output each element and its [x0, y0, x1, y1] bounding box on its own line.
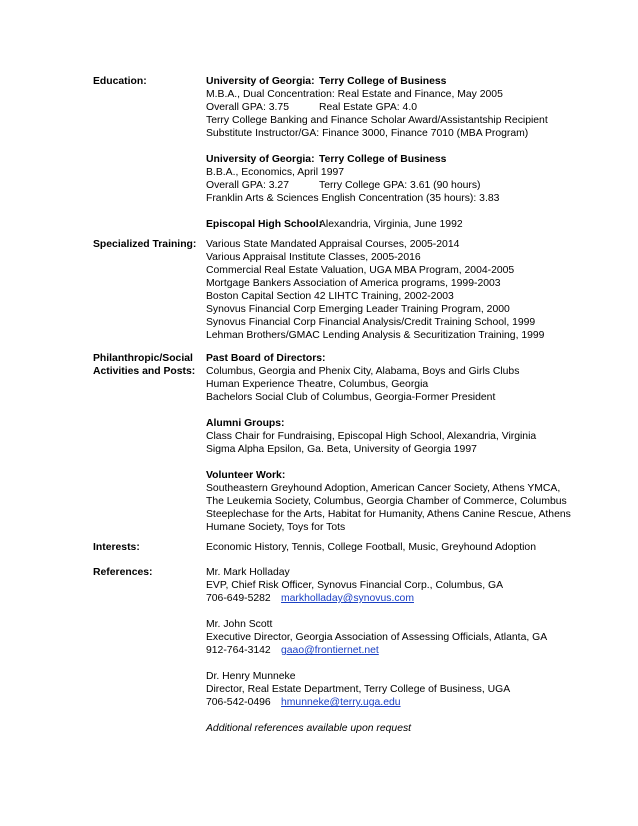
degree-line: B.B.A., Economics, April 1997: [206, 167, 345, 178]
gpa-line: [206, 101, 556, 114]
philanthropic-content: [206, 352, 571, 534]
list-item: Steeplechase for the Arts, Habitat for Humanity, Athens Canine Rescue, Athens: [206, 509, 571, 520]
school-name: University of Georgia:: [206, 76, 315, 87]
list-item: Synovus Financial Corp Emerging Leader Training Program, 2000: [206, 304, 510, 315]
reference-title: EVP, Chief Risk Officer, Synovus Financial Corp., Columbus, GA: [206, 580, 504, 591]
list-item: Humane Society, Toys for Tots: [206, 522, 346, 533]
list-item: Mortgage Bankers Association of America programs, 1999-2003: [206, 278, 501, 289]
label-line: Philanthropic/Social: [93, 353, 193, 364]
list-item: Bachelors Social Club of Columbus, Georgia-Former President: [206, 392, 496, 403]
gpa-line: [206, 179, 556, 192]
philanthropic-label: [93, 352, 205, 378]
concentration-line: Franklin Arts & Sciences English Concentration (35 hours): 3.83: [206, 193, 500, 204]
reference-contact: [206, 644, 556, 657]
interests-content: [206, 541, 556, 554]
list-item: Southeastern Greyhound Adoption, American Cancer Society, Athens YMCA,: [206, 483, 561, 494]
reference-name: Mr. Mark Holladay: [206, 567, 290, 578]
uga-mba-header: [206, 75, 556, 88]
list-item: Human Experience Theatre, Columbus, Georgia: [206, 379, 429, 390]
college-gpa: Terry College GPA: 3.61 (90 hours): [319, 180, 481, 191]
college-name: Terry College of Business: [319, 154, 447, 165]
degree-line: M.B.A., Dual Concentration: Real Estate and Finance, May 2005: [206, 89, 503, 100]
board-heading: Past Board of Directors:: [206, 353, 326, 364]
reference-contact: [206, 696, 556, 709]
list-item: Sigma Alpha Epsilon, Ga. Beta, University of Georgia 1997: [206, 444, 477, 455]
award-line: Terry College Banking and Finance Scholar Award/Assistantship Recipient: [206, 115, 548, 126]
list-item: Various State Mandated Appraisal Courses, 2005-2014: [206, 239, 460, 250]
list-item: Commercial Real Estate Valuation, UGA MBA Program, 2004-2005: [206, 265, 515, 276]
references-label: References:: [93, 567, 153, 578]
volunteer-heading: Volunteer Work:: [206, 470, 286, 481]
reference-contact: [206, 592, 556, 605]
reference-phone: 706-649-5282: [206, 593, 271, 604]
references-content: [206, 566, 556, 735]
training-content: [206, 238, 556, 342]
school-detail: Alexandria, Virginia, June 1992: [319, 219, 463, 230]
overall-gpa: Overall GPA: 3.27: [206, 180, 289, 191]
reference-email-link[interactable]: hmunneke@terry.uga.edu: [281, 697, 401, 708]
list-item: Columbus, Georgia and Phenix City, Alabama, Boys and Girls Clubs: [206, 366, 520, 377]
list-item: The Leukemia Society, Columbus, Georgia Chamber of Commerce, Columbus: [206, 496, 567, 507]
episcopal-line: [206, 218, 556, 231]
school-name: University of Georgia:: [206, 154, 315, 165]
reference-name: Dr. Henry Munneke: [206, 671, 296, 682]
reference-phone: 706-542-0496: [206, 697, 271, 708]
overall-gpa: Overall GPA: 3.75: [206, 102, 289, 113]
references-note: Additional references available upon request: [206, 723, 412, 734]
college-name: Terry College of Business: [319, 76, 447, 87]
list-item: Lehman Brothers/GMAC Lending Analysis & Securitization Training, 1999: [206, 330, 545, 341]
interests-text: Economic History, Tennis, College Football, Music, Greyhound Adoption: [206, 542, 536, 553]
reference-email-link[interactable]: markholladay@synovus.com: [281, 593, 414, 604]
education-content: [206, 75, 556, 231]
training-label: Specialized Training:: [93, 239, 197, 250]
reference-title: Director, Real Estate Department, Terry College of Business, UGA: [206, 684, 511, 695]
label-line: Activities and Posts:: [93, 366, 196, 377]
interests-label: Interests:: [93, 542, 140, 553]
list-item: Synovus Financial Corp Financial Analysis/Credit Training School, 1999: [206, 317, 536, 328]
instructor-line: Substitute Instructor/GA: Finance 3000, Finance 7010 (MBA Program): [206, 128, 529, 139]
list-item: Various Appraisal Institute Classes, 2005-2016: [206, 252, 421, 263]
uga-bba-header: [206, 153, 556, 166]
school-name: Episcopal High School:: [206, 219, 323, 230]
education-label: Education:: [93, 76, 147, 87]
major-gpa: Real Estate GPA: 4.0: [319, 102, 417, 113]
reference-email-link[interactable]: gaao@frontiernet.net: [281, 645, 379, 656]
list-item: Class Chair for Fundraising, Episcopal High School, Alexandria, Virginia: [206, 431, 537, 442]
list-item: Boston Capital Section 42 LIHTC Training, 2002-2003: [206, 291, 454, 302]
reference-title: Executive Director, Georgia Association of Assessing Officials, Atlanta, GA: [206, 632, 548, 643]
reference-phone: 912-764-3142: [206, 645, 271, 656]
alumni-heading: Alumni Groups:: [206, 418, 285, 429]
reference-name: Mr. John Scott: [206, 619, 273, 630]
